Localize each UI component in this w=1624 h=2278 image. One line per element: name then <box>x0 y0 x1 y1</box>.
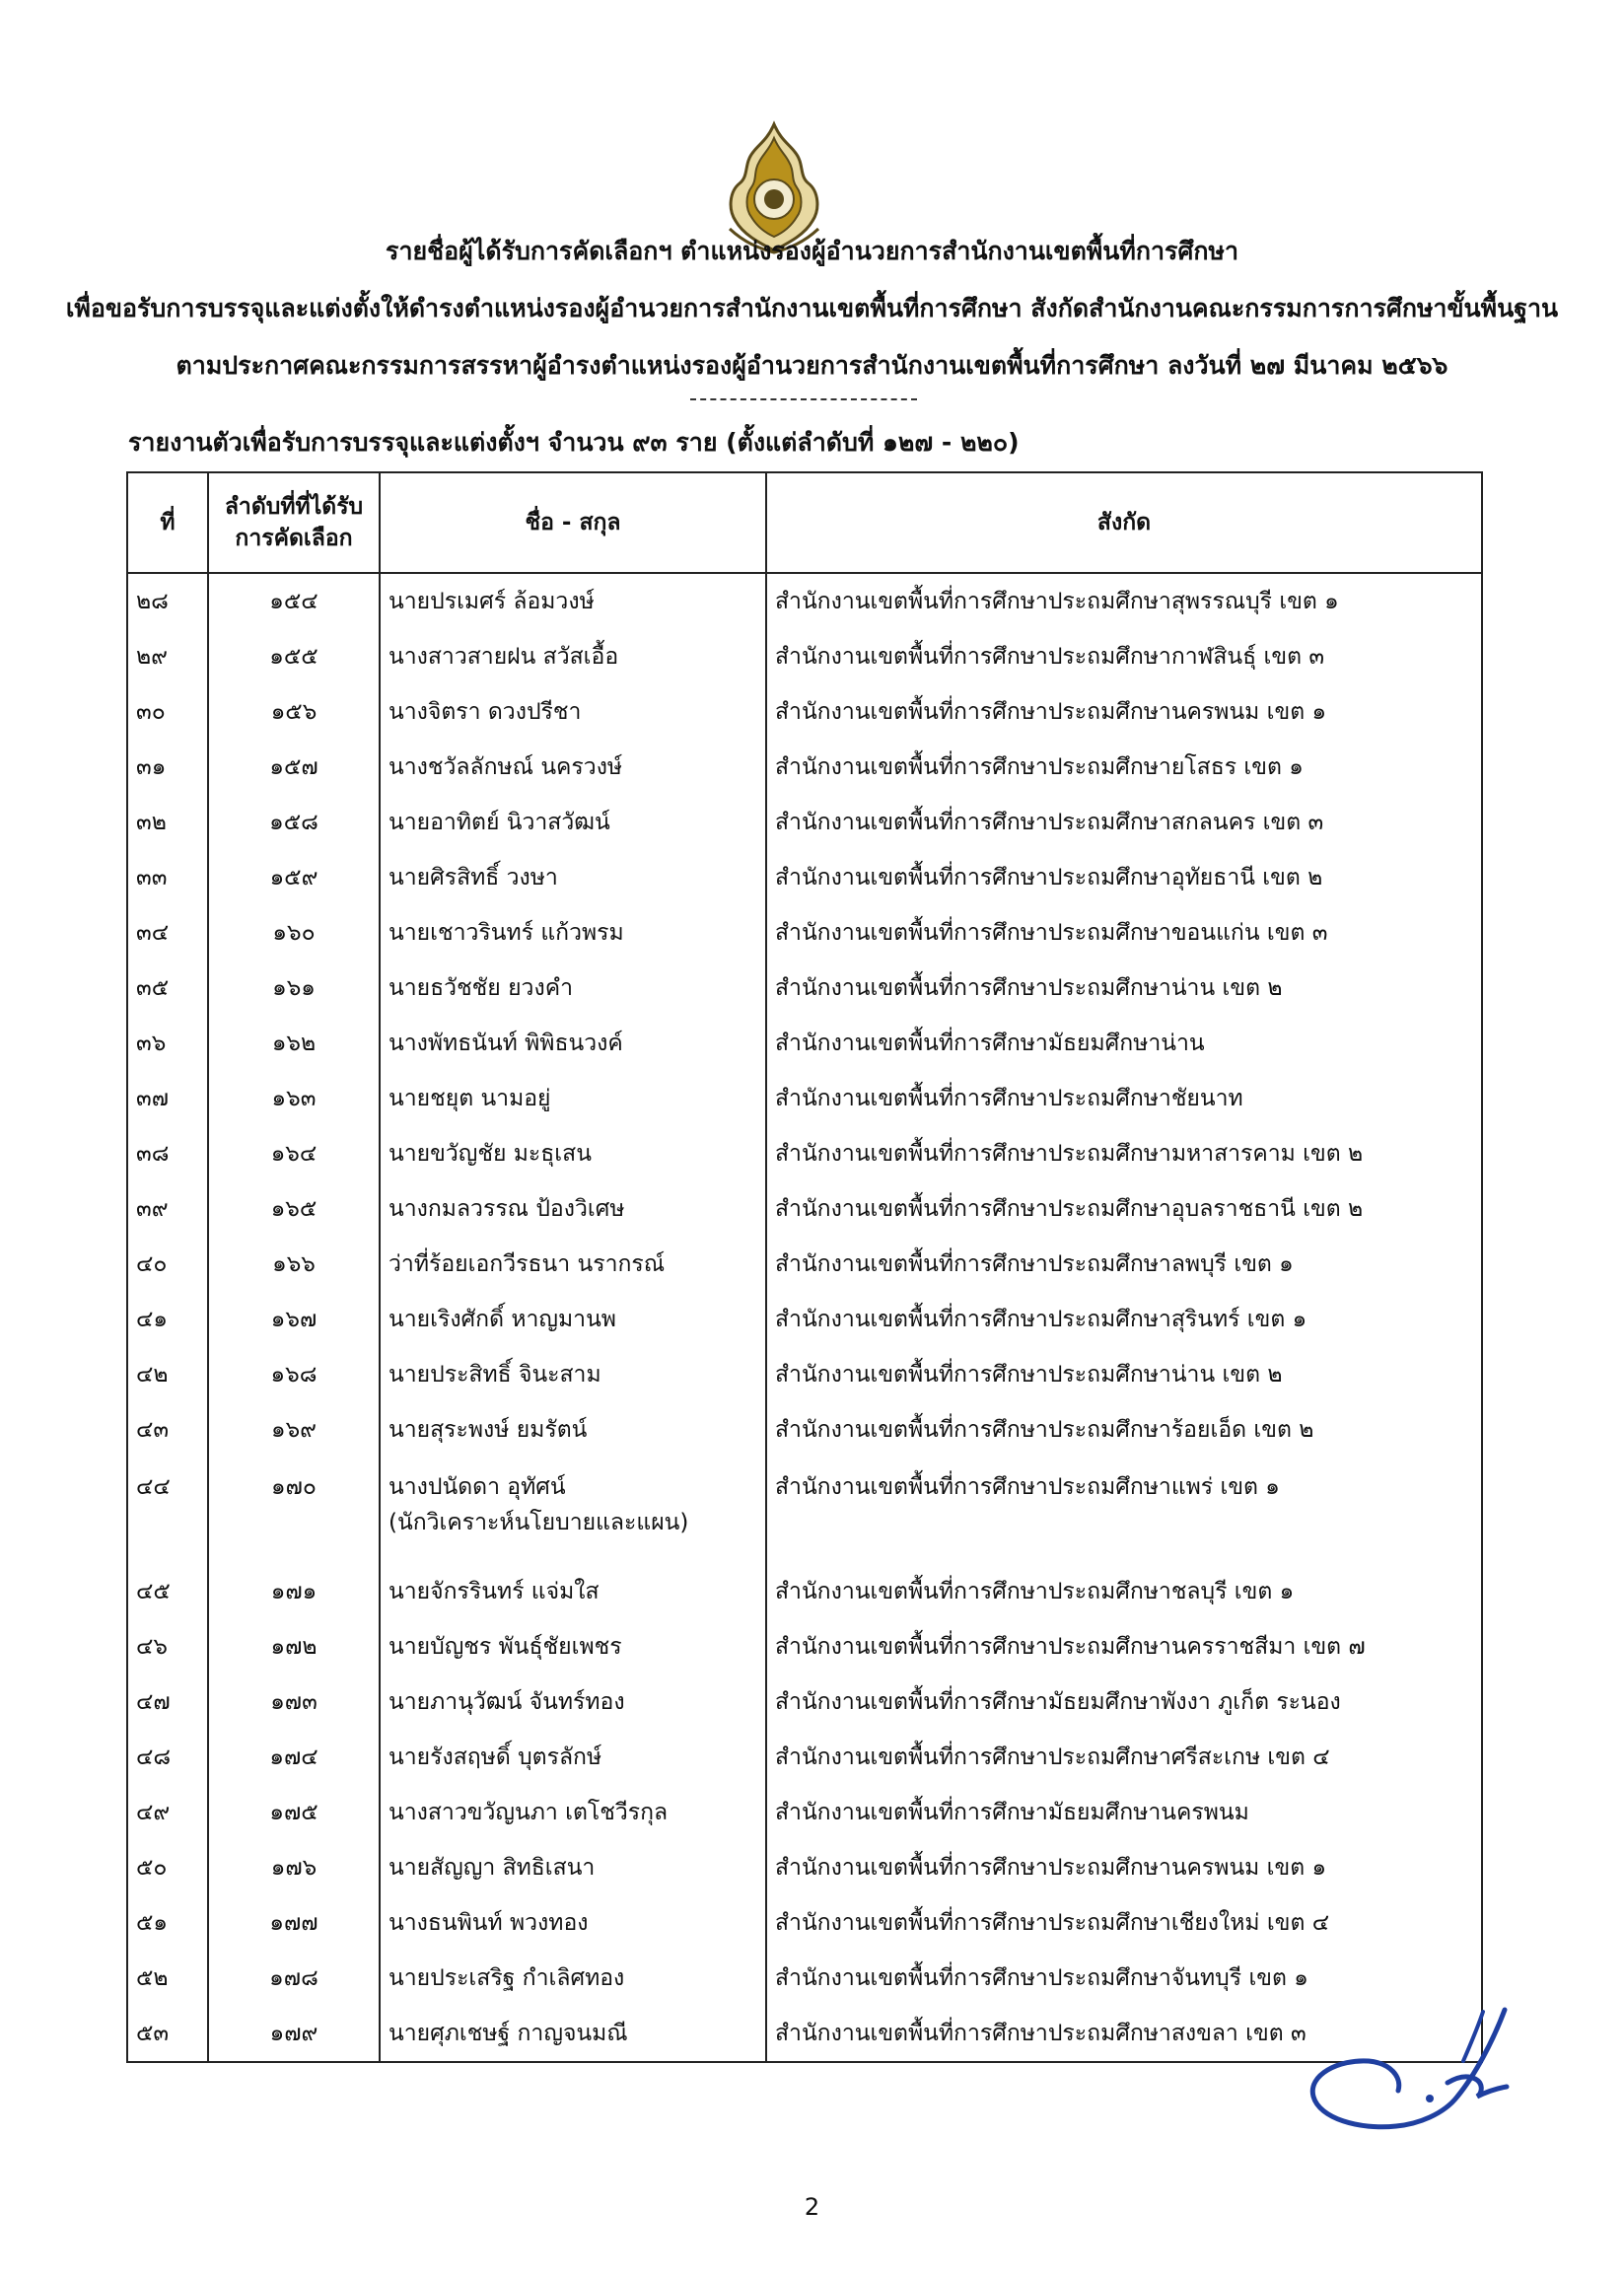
cell-name: นายสัญญา สิทธิเสนา <box>380 1840 766 1895</box>
cell-rank: ๑๗๖ <box>208 1840 380 1895</box>
col-header-no: ที่ <box>127 472 208 573</box>
cell-no: ๔๖ <box>127 1619 208 1674</box>
cell-name: นายศุภเชษฐ์ กาญจนมณี <box>380 2006 766 2062</box>
cell-name: นางชวัลลักษณ์ นครวงษ์ <box>380 740 766 795</box>
cell-no: ๓๐ <box>127 684 208 740</box>
cell-no: ๓๕ <box>127 961 208 1016</box>
cell-name: นายขวัญชัย มะธุเสน <box>380 1126 766 1181</box>
table-row <box>127 1840 1482 1895</box>
cell-no: ๔๐ <box>127 1237 208 1292</box>
cell-no: ๔๓ <box>127 1402 208 1458</box>
cell-no: ๔๙ <box>127 1785 208 1840</box>
cell-name: นายประเสริฐ กำเลิศทอง <box>380 1951 766 2006</box>
heading-divider <box>690 398 917 400</box>
cell-org: สำนักงานเขตพื้นที่การศึกษาประถมศึกษาสุรินทร์ เขต ๑ <box>766 1292 1482 1347</box>
cell-rank: ๑๖๒ <box>208 1016 380 1071</box>
col-header-name: ชื่อ - สกุล <box>380 472 766 573</box>
cell-org: สำนักงานเขตพื้นที่การศึกษาประถมศึกษาลพบุรี เขต ๑ <box>766 1237 1482 1292</box>
cell-name: นายเชาวรินทร์ แก้วพรม <box>380 905 766 961</box>
cell-rank: ๑๖๗ <box>208 1292 380 1347</box>
cell-rank: ๑๗๐ <box>208 1458 380 1564</box>
table-row <box>127 1016 1482 1071</box>
cell-no: ๔๒ <box>127 1347 208 1402</box>
cell-org: สำนักงานเขตพื้นที่การศึกษาประถมศึกษาสุพรรณบุรี เขต ๑ <box>766 573 1482 629</box>
cell-org: สำนักงานเขตพื้นที่การศึกษาประถมศึกษานครพนม เขต ๑ <box>766 1840 1482 1895</box>
cell-org: สำนักงานเขตพื้นที่การศึกษาประถมศึกษาขอนแก่น เขต ๓ <box>766 905 1482 961</box>
table-row <box>127 1237 1482 1292</box>
cell-org: สำนักงานเขตพื้นที่การศึกษาประถมศึกษาสงขลา เขต ๓ <box>766 2006 1482 2062</box>
col-header-org: สังกัด <box>766 472 1482 573</box>
table-row <box>127 1181 1482 1237</box>
cell-name: นางพัทธนันท์ พิพิธนวงค์ <box>380 1016 766 1071</box>
cell-name: นายอาทิตย์ นิวาสวัฒน์ <box>380 795 766 850</box>
table-row <box>127 905 1482 961</box>
table-row <box>127 1458 1482 1564</box>
cell-name: นายรังสฤษดิ์ บุตรลักษ์ <box>380 1730 766 1785</box>
cell-rank: ๑๕๔ <box>208 573 380 629</box>
cell-rank: ๑๕๘ <box>208 795 380 850</box>
cell-name <box>380 1458 766 1564</box>
cell-org: สำนักงานเขตพื้นที่การศึกษาประถมศึกษาชลบุรี เขต ๑ <box>766 1564 1482 1619</box>
cell-name: นายจักรรินทร์ แจ่มใส <box>380 1564 766 1619</box>
cell-rank: ๑๗๕ <box>208 1785 380 1840</box>
cell-name: นายศิรสิทธิ์ วงษา <box>380 850 766 905</box>
cell-rank: ๑๖๙ <box>208 1402 380 1458</box>
cell-org: สำนักงานเขตพื้นที่การศึกษาประถมศึกษาอุทัยธานี เขต ๒ <box>766 850 1482 905</box>
table-row <box>127 684 1482 740</box>
signature-icon <box>1300 2002 1546 2140</box>
table-row <box>127 1564 1482 1619</box>
cell-no: ๓๑ <box>127 740 208 795</box>
cell-no: ๓๗ <box>127 1071 208 1126</box>
cell-no: ๓๓ <box>127 850 208 905</box>
cell-no: ๕๑ <box>127 1895 208 1951</box>
cell-no: ๓๘ <box>127 1126 208 1181</box>
table-row <box>127 629 1482 684</box>
cell-name: นายปรเมศร์ ล้อมวงษ์ <box>380 573 766 629</box>
cell-no: ๓๒ <box>127 795 208 850</box>
table-row <box>127 740 1482 795</box>
cell-no: ๔๗ <box>127 1674 208 1730</box>
table-row <box>127 1785 1482 1840</box>
report-summary: รายงานตัวเพื่อรับการบรรจุและแต่งตั้งฯ จำนวน ๙๓ ราย (ตั้งแต่ลำดับที่ ๑๒๗ - ๒๒๐) <box>128 428 1020 457</box>
cell-rank: ๑๕๙ <box>208 850 380 905</box>
table-row <box>127 1895 1482 1951</box>
cell-rank: ๑๗๒ <box>208 1619 380 1674</box>
page-number: 2 <box>804 2193 820 2221</box>
cell-rank: ๑๗๘ <box>208 1951 380 2006</box>
cell-rank: ๑๗๔ <box>208 1730 380 1785</box>
document-title: รายชื่อผู้ได้รับการคัดเลือกฯ ตำแหน่งรองผู้อำนวยการสำนักงานเขตพื้นที่การศึกษา <box>386 237 1238 265</box>
table-row <box>127 1126 1482 1181</box>
col-header-rank-line1: ลำดับที่ที่ได้รับ <box>224 494 364 520</box>
cell-name: นางธนพินท์ พวงทอง <box>380 1895 766 1951</box>
cell-org: สำนักงานเขตพื้นที่การศึกษามัธยมศึกษาน่าน <box>766 1016 1482 1071</box>
cell-no: ๔๕ <box>127 1564 208 1619</box>
cell-org: สำนักงานเขตพื้นที่การศึกษาประถมศึกษาน่าน เขต ๒ <box>766 1347 1482 1402</box>
table-row <box>127 2006 1482 2062</box>
cell-org: สำนักงานเขตพื้นที่การศึกษาประถมศึกษาเชียงใหม่ เขต ๔ <box>766 1895 1482 1951</box>
cell-org: สำนักงานเขตพื้นที่การศึกษาประถมศึกษานครราชสีมา เขต ๗ <box>766 1619 1482 1674</box>
cell-name: นางสาวสายฝน สวัสเอื้อ <box>380 629 766 684</box>
cell-rank: ๑๖๖ <box>208 1237 380 1292</box>
cell-rank: ๑๕๕ <box>208 629 380 684</box>
cell-no: ๕๐ <box>127 1840 208 1895</box>
table-row <box>127 1730 1482 1785</box>
cell-no: ๓๙ <box>127 1181 208 1237</box>
cell-name: นางสาวขวัญนภา เตโชวีรกุล <box>380 1785 766 1840</box>
cell-no: ๕๒ <box>127 1951 208 2006</box>
table-row <box>127 1071 1482 1126</box>
roster-table <box>126 471 1483 2063</box>
cell-rank: ๑๖๐ <box>208 905 380 961</box>
cell-name: นายเริงศักดิ์ หาญมานพ <box>380 1292 766 1347</box>
obec-emblem-icon <box>710 118 838 256</box>
cell-org: สำนักงานเขตพื้นที่การศึกษาประถมศึกษาศรีสะเกษ เขต ๔ <box>766 1730 1482 1785</box>
cell-name: ว่าที่ร้อยเอกวีรธนา นรากรณ์ <box>380 1237 766 1292</box>
cell-rank: ๑๖๓ <box>208 1071 380 1126</box>
cell-org: สำนักงานเขตพื้นที่การศึกษาประถมศึกษานครพนม เขต ๑ <box>766 684 1482 740</box>
cell-name: นางจิตรา ดวงปรีชา <box>380 684 766 740</box>
cell-no: ๒๘ <box>127 573 208 629</box>
cell-org: สำนักงานเขตพื้นที่การศึกษาประถมศึกษายโสธร เขต ๑ <box>766 740 1482 795</box>
table-row <box>127 1674 1482 1730</box>
table-row <box>127 850 1482 905</box>
cell-no: ๕๓ <box>127 2006 208 2062</box>
cell-name: นายประสิทธิ์ จินะสาม <box>380 1347 766 1402</box>
cell-no: ๔๑ <box>127 1292 208 1347</box>
cell-rank: ๑๖๑ <box>208 961 380 1016</box>
cell-name: นายสุระพงษ์ ยมรัตน์ <box>380 1402 766 1458</box>
cell-rank: ๑๗๗ <box>208 1895 380 1951</box>
table-row <box>127 573 1482 629</box>
cell-org: สำนักงานเขตพื้นที่การศึกษาประถมศึกษาชัยนาท <box>766 1071 1482 1126</box>
col-header-rank-line2: การคัดเลือก <box>235 526 353 551</box>
cell-name-text: นางปนัดดา อุทัศน์ <box>388 1474 566 1500</box>
document-subtitle: เพื่อขอรับการบรรจุและแต่งตั้งให้ดำรงตำแหน่งรองผู้อำนวยการสำนักงานเขตพื้นที่การศึกษา สังกัดสำนักงานคณะกรรมการการศึกษาขั้นพื้นฐาน <box>65 294 1559 322</box>
cell-rank: ๑๖๕ <box>208 1181 380 1237</box>
cell-org: สำนักงานเขตพื้นที่การศึกษาประถมศึกษาอุบลราชธานี เขต ๒ <box>766 1181 1482 1237</box>
table-row <box>127 1402 1482 1458</box>
table-row <box>127 961 1482 1016</box>
cell-org: สำนักงานเขตพื้นที่การศึกษาประถมศึกษาร้อยเอ็ด เขต ๒ <box>766 1402 1482 1458</box>
cell-rank: ๑๗๓ <box>208 1674 380 1730</box>
cell-org: สำนักงานเขตพื้นที่การศึกษามัธยมศึกษาพังงา ภูเก็ต ระนอง <box>766 1674 1482 1730</box>
cell-no: ๒๙ <box>127 629 208 684</box>
cell-no: ๔๘ <box>127 1730 208 1785</box>
cell-org: สำนักงานเขตพื้นที่การศึกษาประถมศึกษาสกลนคร เขต ๓ <box>766 795 1482 850</box>
cell-name-note: (นักวิเคราะห์นโยบายและแผน) <box>388 1510 689 1535</box>
cell-rank: ๑๗๑ <box>208 1564 380 1619</box>
cell-org: สำนักงานเขตพื้นที่การศึกษาประถมศึกษามหาสารคาม เขต ๒ <box>766 1126 1482 1181</box>
table-row <box>127 1951 1482 2006</box>
col-header-rank <box>208 472 380 573</box>
cell-name: นายธวัชชัย ยวงคำ <box>380 961 766 1016</box>
announcement-reference: ตามประกาศคณะกรรมการสรรหาผู้อำรงตำแหน่งรองผู้อำนวยการสำนักงานเขตพื้นที่การศึกษา ลงวันที่ ๒๗ มีนาคม ๒๕๖๖ <box>176 351 1448 380</box>
table-row <box>127 1347 1482 1402</box>
cell-org: สำนักงานเขตพื้นที่การศึกษาประถมศึกษาจันทบุรี เขต ๑ <box>766 1951 1482 2006</box>
cell-org: สำนักงานเขตพื้นที่การศึกษาประถมศึกษาน่าน เขต ๒ <box>766 961 1482 1016</box>
cell-name: นายภานุวัฒน์ จันทร์ทอง <box>380 1674 766 1730</box>
cell-rank: ๑๕๖ <box>208 684 380 740</box>
cell-rank: ๑๖๔ <box>208 1126 380 1181</box>
cell-org: สำนักงานเขตพื้นที่การศึกษาประถมศึกษาแพร่ เขต ๑ <box>766 1458 1482 1564</box>
cell-rank: ๑๕๗ <box>208 740 380 795</box>
cell-org: สำนักงานเขตพื้นที่การศึกษามัธยมศึกษานครพนม <box>766 1785 1482 1840</box>
cell-rank: ๑๖๘ <box>208 1347 380 1402</box>
cell-name: นายชยุต นามอยู่ <box>380 1071 766 1126</box>
cell-no: ๓๖ <box>127 1016 208 1071</box>
table-row <box>127 795 1482 850</box>
cell-no: ๔๔ <box>127 1458 208 1564</box>
cell-rank: ๑๗๙ <box>208 2006 380 2062</box>
cell-org: สำนักงานเขตพื้นที่การศึกษาประถมศึกษากาฬสินธุ์ เขต ๓ <box>766 629 1482 684</box>
cell-name: นางกมลวรรณ ป้องวิเศษ <box>380 1181 766 1237</box>
table-row <box>127 1292 1482 1347</box>
table-header-row <box>127 472 1482 573</box>
cell-name: นายบัญชร พันธุ์ชัยเพชร <box>380 1619 766 1674</box>
table-row <box>127 1619 1482 1674</box>
cell-no: ๓๔ <box>127 905 208 961</box>
